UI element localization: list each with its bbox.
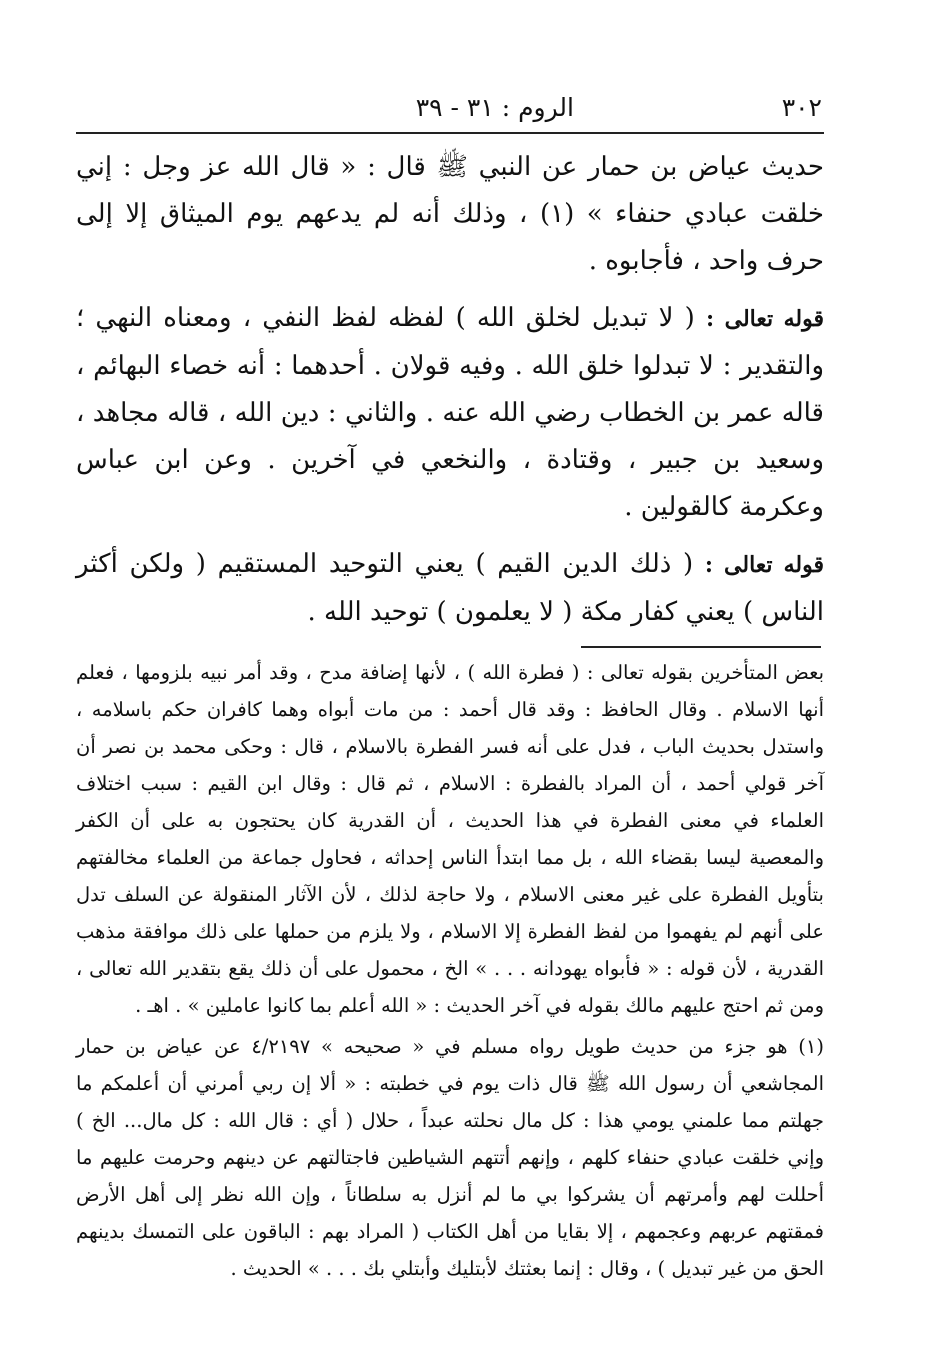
footnote-continuation: بعض المتأخرين بقوله تعالى : ( فطرة الله ) ، لأنها إضافة مدح ، وقد أمر نبيه بلزومها ، فعلم أنها الاسلام . وقال الحافظ : وقد قال أحمد : من مات أبواه وهما كافران حكم باسلامه ، واستدل بحديث الباب ، فدل على أنه فسر الفطرة بالاسلام ، قال : وحكى محمد بن نصر أن آخر قولي أحمد ، أن المراد بالفطرة : الاسلام ، ثم قال : وقال ابن القيم : سبب اختلاف العلماء في معنى الفطرة في هذا الحديث ، أن القدرية كان يحتجون به على أن الكفر والمعصية ليسا بقضاء الله ، بل مما ابتدأ الناس إحداثه ، فحاول جماعة من العلماء مخالفتهم بتأويل الفطرة على غير معنى الاسلام ، ولا حاجة لذلك ، لأن الآثار المنقولة عن السلف تدل على أنهم لم يفهموا من لفظ الفطرة إلا الاسلام ، ولا يلزم من حملها على ذلك موافقة مذهب القدرية ، لأن قوله : « فأبواه يهودانه . . . » الخ ، محمول على أن ذلك يقع بتقدير الله تعالى ، ومن ثم احتج عليهم مالك بقوله في آخر الحديث : « الله أعلم بما كانوا عاملين » . اهـ . — [76, 661, 824, 1017]
paragraph — [76, 295, 824, 531]
page-header — [76, 88, 824, 126]
paragraph-text: ( لا تبديل لخلق الله ) لفظه لفظ النفي ، ومعناه النهي ؛ والتقدير : لا تبدلوا خلق الله . وفيه قولان . أحدهما : أنه خصاء البهائم ، قاله عمر بن الخطاب رضي الله عنه . والثاني : دين الله ، قاله مجاهد ، وسعيد بن جبير ، وقتادة ، والنخعي في آخرين . وعن ابن عباس وعكرمة كالقولين . — [76, 303, 824, 522]
paragraph — [76, 541, 824, 636]
running-title: الروم : ٣١ - ٣٩ — [415, 92, 574, 122]
main-text — [76, 144, 824, 636]
paragraph-text: ( ذلك الدين القيم ) يعني التوحيد المستقيم ( ولكن أكثر الناس ) يعني كفار مكة ( لا يعلمون ) توحيد الله . — [76, 549, 824, 627]
footnote-separator — [581, 646, 821, 648]
quote-label: قوله تعالى : — [705, 306, 825, 332]
quote-label: قوله تعالى : — [704, 552, 824, 578]
header-rule — [76, 132, 824, 134]
page-number: ٣٠٢ — [781, 92, 822, 122]
footnotes — [76, 654, 824, 1287]
footnote-1: (١) هو جزء من حديث طويل رواه مسلم في « صحيحه » ٤/٢١٩٧ عن عياض بن حمار المجاشعي أن رسول الله ﷺ قال ذات يوم في خطبته : « ألا إن ربي أمرني أن أعلمكم ما جهلتم مما علمني يومي هذا : كل مال نحلته عبداً ، حلال ( أي : قال الله : كل مال... الخ ) وإني خلقت عبادي حنفاء كلهم ، وإنهم أتتهم الشياطين فاجتالتهم عن دينهم وحرمت عليهم ما أحللت لهم وأمرتهم أن يشركوا بي ما لم أنزل به سلطاناً ، وإن الله نظر إلى أهل الأرض فمقتهم عربهم وعجمهم ، إلا بقايا من أهل الكتاب ( المراد بهم : الباقون على التمسك بدينهم الحق من غير تبديل ) ، وقال : إنما بعثتك لأبتليك وأبتلي بك . . . » الحديث . — [76, 1035, 824, 1280]
paragraph — [76, 144, 824, 285]
paragraph-text: حديث عياض بن حمار عن النبي ﷺ قال : « قال الله عز وجل : إني خلقت عبادي حنفاء » (١) ، وذلك أنه لم يدعهم يوم الميثاق إلا إلى حرف واحد ، فأجابوه . — [76, 152, 825, 276]
